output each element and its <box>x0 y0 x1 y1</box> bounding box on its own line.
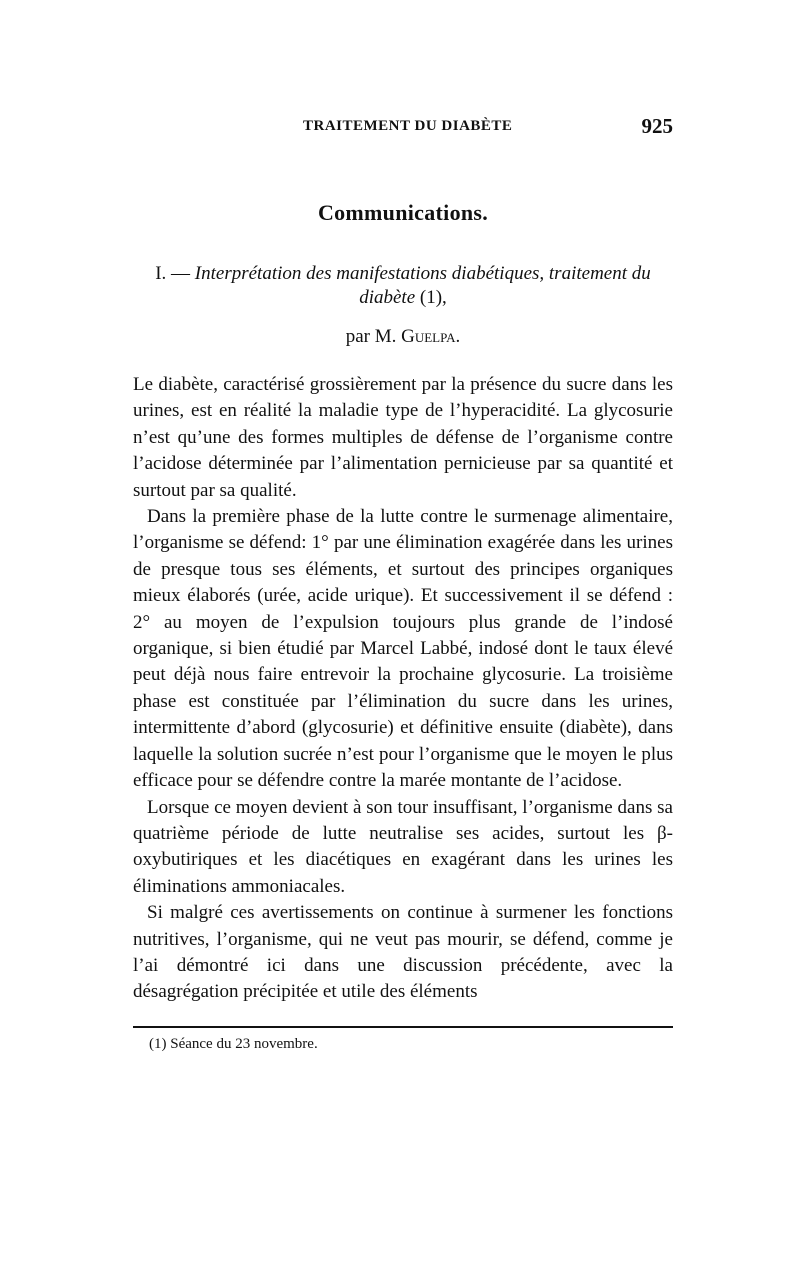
article-title <box>133 262 673 310</box>
document-page <box>133 110 673 1053</box>
paragraph-4: Si malgré ces avertissements on continue à surmener les fonctions nutritives, l’organisme, qui ne veut pas mourir, se défend, comme je l’ai démontré ici dans une discussion précédente, avec la désagrégation précipitée et utile des éléments <box>133 902 673 1003</box>
paragraph-3: Lorsque ce moyen devient à son tour insuffisant, l’organisme dans sa quatrième période de lutte neutralise ses acides, surtout les β-oxybutiriques et les diacétiques en exagérant dans les urines les éliminations ammoniacales. <box>133 796 673 897</box>
section-title: Communications. <box>317 200 489 225</box>
author-prefix: par M. <box>345 326 402 347</box>
page-number: 925 <box>641 114 673 138</box>
body-text <box>133 372 673 1006</box>
running-head-title: TRAITEMENT DU DIABÈTE <box>303 118 513 134</box>
footnote-reference: (1), <box>415 287 447 308</box>
paragraph-1: Le diabète, caractérisé grossièrement par la présence du sucre dans les urines, est en réalité la maladie type de l’hyperacidité. La glycosurie n’est qu’une des formes multiples de défense de l’organisme contre l’acidose déterminée par l’alimentation pernicieuse par sa quantité et surtout par sa qualité. <box>133 374 673 501</box>
article-number: I. — <box>155 263 195 284</box>
running-head <box>133 110 673 150</box>
footnote: (1) Séance du 23 novembre. <box>149 1035 318 1052</box>
author-line <box>133 326 673 348</box>
article-title-text: Interprétation des manifestations diabétiques, traitement du diabète <box>194 263 651 308</box>
paragraph-2: Dans la première phase de la lutte contre le surmenage alimentaire, l’organisme se défend: 1° par une élimination exagérée dans les urines de presque tous ses éléments, et surtout des principes organiques mieux élaborés (urée, acide urique). Et successivement il se défend : 2° au moyen de l’expulsion toujours plus grande de l’indosé organique, si bien étudié par Marcel Labbé, indosé dont le taux élevé peut déjà nous faire entrevoir la prochaine glycosurie. La troisième phase est constituée par l’élimination du sucre dans les urines, intermittente d’abord (glycosurie) et définitive ensuite (diabète), dans laquelle la solution sucrée n’est pour l’organisme que le moyen le plus efficace pour se défendre contre la marée montante de l’acidose. <box>133 506 673 792</box>
footnote-divider <box>133 1026 673 1028</box>
author-name: Guelpa. <box>401 326 461 347</box>
